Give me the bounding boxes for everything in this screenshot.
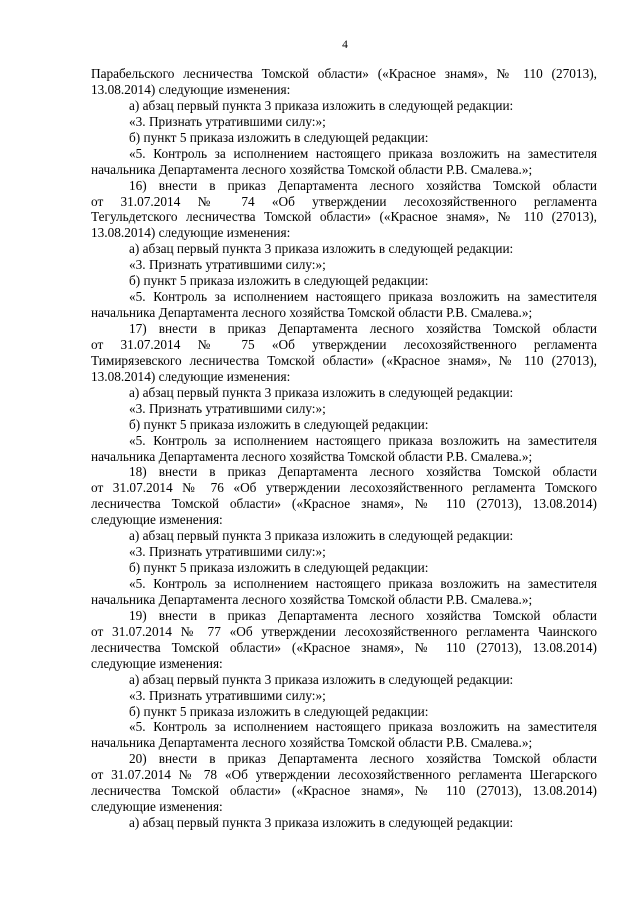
- text-line: 16) внести в приказ Департамента лесного хозяйства Томской области: [129, 177, 597, 193]
- text-line: а) абзац первый пункта 3 приказа изложить в следующей редакции:: [129, 671, 514, 687]
- text-line: 17) внести в приказ Департамента лесного хозяйства Томской области: [129, 321, 597, 336]
- text-line: начальника Департамента лесного хозяйства Томской области Р.В. Смалева.»;: [91, 448, 533, 464]
- text-line: б) пункт 5 приказа изложить в следующей редакции:: [129, 129, 429, 145]
- text-line: 13.08.2014) следующие изменения:: [91, 81, 291, 97]
- text-line: б) пункт 5 приказа изложить в следующей редакции:: [129, 416, 429, 432]
- text-line: от 31.07.2014 № 77 «Об утверждении лесохозяйственного регламента Чаинского: [91, 623, 597, 639]
- text-line: б) пункт 5 приказа изложить в следующей редакции:: [129, 703, 429, 719]
- text-line: 13.08.2014) следующие изменения:: [91, 368, 291, 384]
- text-line: а) абзац первый пункта 3 приказа изложить в следующей редакции:: [129, 384, 514, 400]
- text-line: «3. Признать утратившими силу:»;: [129, 113, 326, 129]
- text-line: «3. Признать утратившими силу:»;: [129, 257, 326, 273]
- text-line: начальника Департамента лесного хозяйства Томской области Р.В. Смалева.»;: [91, 591, 533, 607]
- text-line: лесничества Томской области» («Красное знамя», № 110 (27013), 13.08.2014): [91, 496, 597, 512]
- text-line: Тимирязевского лесничества Томской области» («Красное знамя», № 110 (27013),: [91, 352, 597, 368]
- text-line: лесничества Томской области» («Красное знамя», № 110 (27013), 13.08.2014): [91, 639, 597, 655]
- text-line: 18) внести в приказ Департамента лесного хозяйства Томской области: [129, 464, 597, 480]
- text-line: б) пункт 5 приказа изложить в следующей редакции:: [129, 273, 429, 289]
- text-line: а) абзац первый пункта 3 приказа изложить в следующей редакции:: [129, 241, 514, 257]
- text-line: «5. Контроль за исполнением настоящего приказа возложить на заместителя: [129, 432, 597, 448]
- text-line: от 31.07.2014 № 78 «Об утверждении лесохозяйственного регламента Шегарского: [91, 767, 597, 783]
- text-line: «3. Признать утратившими силу:»;: [129, 544, 326, 560]
- text-line: лесничества Томской области» («Красное знамя», № 110 (27013), 13.08.2014): [91, 783, 597, 799]
- text-line: от 31.07.2014 № 74 «Об утверждении лесохозяйственного регламента: [91, 193, 597, 209]
- text-line: начальника Департамента лесного хозяйства Томской области Р.В. Смалева.»;: [91, 305, 533, 321]
- document-body: [91, 66, 597, 831]
- text-line: следующие изменения:: [91, 799, 223, 815]
- text-line: следующие изменения:: [91, 655, 223, 671]
- text-line: «3. Признать утратившими силу:»;: [129, 687, 326, 703]
- text-line: начальника Департамента лесного хозяйства Томской области Р.В. Смалева.»;: [91, 161, 533, 177]
- text-line: Тегульдетского лесничества Томской области» («Красное знамя», № 110 (27013),: [91, 209, 597, 225]
- text-line: б) пункт 5 приказа изложить в следующей редакции:: [129, 560, 429, 576]
- text-line: а) абзац первый пункта 3 приказа изложить в следующей редакции:: [129, 528, 514, 544]
- text-line: «3. Признать утратившими силу:»;: [129, 400, 326, 416]
- text-line: а) абзац первый пункта 3 приказа изложить в следующей редакции:: [129, 815, 514, 831]
- text-line: 20) внести в приказ Департамента лесного хозяйства Томской области: [129, 751, 597, 767]
- text-line: Парабельского лесничества Томской области» («Красное знамя», № 110 (27013),: [91, 66, 597, 81]
- text-line: «5. Контроль за исполнением настоящего приказа возложить на заместителя: [129, 576, 597, 591]
- text-line: следующие изменения:: [91, 512, 223, 528]
- text-line: от 31.07.2014 № 75 «Об утверждении лесохозяйственного регламента: [91, 336, 597, 352]
- text-line: «5. Контроль за исполнением настоящего приказа возложить на заместителя: [129, 145, 597, 161]
- text-line: а) абзац первый пункта 3 приказа изложить в следующей редакции:: [129, 97, 514, 113]
- text-line: 19) внести в приказ Департамента лесного хозяйства Томской области: [129, 607, 597, 623]
- text-line: от 31.07.2014 № 76 «Об утверждении лесохозяйственного регламента Томского: [91, 480, 597, 496]
- text-line: «5. Контроль за исполнением настоящего приказа возложить на заместителя: [129, 719, 597, 735]
- text-line: начальника Департамента лесного хозяйства Томской области Р.В. Смалева.»;: [91, 735, 533, 751]
- page-number: 4: [342, 39, 348, 51]
- text-line: 13.08.2014) следующие изменения:: [91, 225, 291, 241]
- text-line: «5. Контроль за исполнением настоящего приказа возложить на заместителя: [129, 289, 597, 305]
